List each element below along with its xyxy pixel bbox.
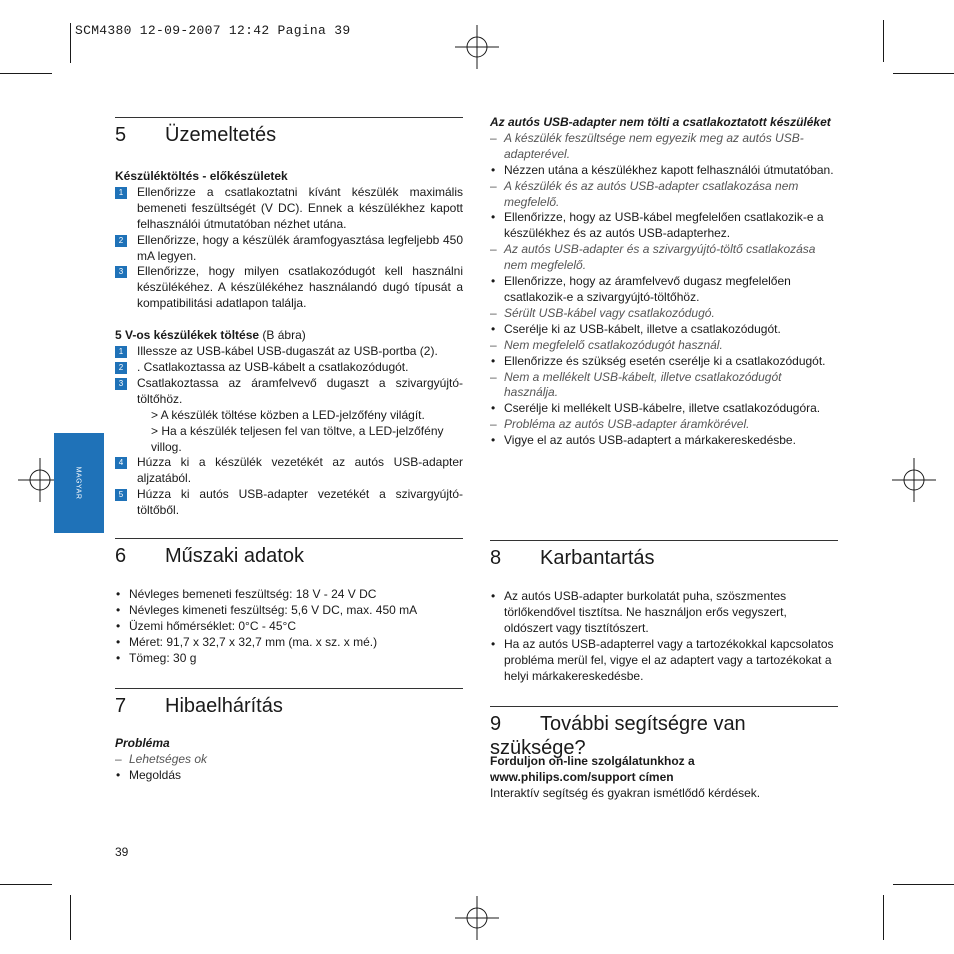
support-line: Forduljon on-line szolgálatunkhoz a (490, 754, 695, 768)
possible-cause: – A készülék és az autós USB-adapter csatlakozása nem megfelelő. (490, 178, 799, 209)
possible-cause-text: Sérült USB-kábel vagy csatlakozódugó. (504, 305, 715, 320)
possible-cause: – Az autós USB-adapter és a szivargyújtó-töltő csatlakozása nem megfelelő. (490, 242, 816, 273)
subsection-title: Készüléktöltés - előkészületek (115, 169, 288, 183)
section-number: 6 (115, 545, 127, 567)
solution-text: Cserélje ki mellékelt USB-kábelre, illetve csatlakozódugóra. (504, 401, 821, 416)
list-item (115, 487, 463, 519)
section-number: 5 (115, 124, 127, 146)
list-item-text: Ellenőrizze a csatlakoztatni kívánt készülék maximális bemeneti feszültségét (V DC). Ennek a készülékhez kapott felhasználói útmutatóban nézhet utána. (137, 184, 463, 231)
troubleshooting-list (490, 131, 838, 449)
step-badge: 1 (115, 187, 127, 199)
possible-cause-text: Nem a mellékelt USB-kábelt, illetve csatlakozódugót használja. (504, 369, 782, 400)
list-item: • Névleges bemeneti feszültség: 18 V - 24 V DC (116, 587, 377, 601)
list-item-text: Az autós USB-adapter burkolatát puha, szöszmentes törlőkendővel tisztítsa. Ne használjon erős vegyszert, oldószert vagy tisztítószert. (504, 589, 787, 635)
section-5-heading (115, 118, 463, 155)
crop-mark (0, 73, 52, 74)
solution: • Cserélje ki az USB-kábelt, illetve a csatlakozódugót. (491, 321, 781, 336)
registration-mark-icon (892, 458, 936, 502)
list-item: • Tömeg: 30 g (116, 650, 197, 665)
crop-mark (893, 73, 954, 74)
solution-text: Ellenőrizze és szükség esetén cserélje ki a csatlakozódugót. (504, 353, 826, 368)
section-9-heading (490, 707, 838, 759)
section-number: 9 (490, 713, 502, 735)
section-title: Karbantartás (540, 547, 655, 569)
legend-cause: – Lehetséges ok (115, 751, 208, 766)
numbered-list (115, 185, 463, 312)
section-title: Üzemeltetés (165, 124, 277, 146)
legend-problem: Probléma (115, 736, 170, 750)
legend-solution-text: Megoldás (129, 767, 182, 782)
solution-text: Vigye el az autós USB-adaptert a márkakereskedésbe. (504, 433, 796, 448)
section-number: 8 (490, 547, 502, 569)
list-item-text: Húzza ki a készülék vezetékét az autós USB-adapter aljzatából. (137, 455, 463, 486)
list-item-text: Névleges kimeneti feszültség: 5,6 V DC, max. 450 mA (129, 602, 418, 617)
list-item (115, 360, 463, 376)
step-badge: 1 (115, 346, 127, 358)
section-9 (490, 706, 838, 802)
section-title: Műszaki adatok (165, 545, 304, 567)
list-item (115, 233, 463, 265)
step-badge: 5 (115, 489, 127, 501)
list-item (115, 185, 463, 233)
list-item-text: Üzemi hőmérséklet: 0°C - 45°C (129, 618, 296, 633)
step-badge: 4 (115, 457, 127, 469)
list-item (115, 455, 463, 487)
list-item: • Méret: 91,7 x 32,7 x 32,7 mm (ma. x sz. x mé.) (116, 634, 378, 649)
section-7 (115, 688, 463, 784)
solution: • Ellenőrizze és szükség esetén cserélje ki a csatlakozódugót. (491, 353, 826, 368)
section-6-heading (115, 539, 463, 576)
section-title: Hibaelhárítás (165, 695, 283, 717)
crop-mark (883, 20, 884, 62)
list-item (115, 344, 463, 360)
crop-mark (70, 895, 71, 940)
section-7-heading (115, 689, 463, 726)
possible-cause-text: Probléma az autós USB-adapter áramkörével. (504, 417, 750, 432)
solution: • Vigye el az autós USB-adaptert a márkakereskedésbe. (491, 433, 796, 448)
step-badge: 2 (115, 362, 127, 374)
solution-text: Ellenőrizze, hogy az áramfelvevő dugasz megfelelően csatlakozik-e a szivargyújtó-töltőhöz. (504, 274, 791, 304)
crop-mark (0, 884, 52, 885)
language-tab-label: MAGYAR (74, 466, 82, 500)
section-5 (115, 117, 463, 519)
possible-cause-text: Az autós USB-adapter és a szivargyújtó-töltő csatlakozása nem megfelelő. (504, 242, 816, 273)
step-badge: 3 (115, 266, 127, 278)
list-item-text: Ellenőrizze, hogy a készülék áramfogyasztása legfeljebb 450 mA legyen. (137, 232, 463, 263)
list-item: • Ha az autós USB-adapterrel vagy a tartozékokkal kapcsolatos probléma merül fel, vigye el az adaptert vagy a tartozékokat a helyi márkakereskedésbe. (491, 636, 834, 683)
subsection-title (115, 328, 463, 344)
solution: • Nézzen utána a készülékhez kapott felhasználói útmutatóban. (491, 162, 834, 177)
solution: • Ellenőrizze, hogy az USB-kábel megfelelően csatlakozik-e a készülékhez és az autós USB-adapterhez. (491, 210, 824, 241)
list-item: • Üzemi hőmérséklet: 0°C - 45°C (116, 618, 296, 633)
list-item-text: Illessze az USB-kábel USB-dugaszát az USB-portba (2). (137, 344, 438, 359)
legend-solution: • Megoldás (116, 767, 182, 782)
possible-cause-text: A készülék feszültsége nem egyezik meg az autós USB-adapterével. (504, 130, 804, 161)
registration-mark-icon (455, 25, 499, 69)
registration-mark-icon (455, 896, 499, 940)
list-item (115, 264, 463, 312)
list-item-text: Ellenőrizze, hogy milyen csatlakozódugót kell használni készülékéhez. A készülékéhez használandó dugó típusát a kompatibilitási adatlapon találja. (137, 264, 463, 311)
list-item: • Névleges kimeneti feszültség: 5,6 V DC, max. 450 mA (116, 602, 418, 617)
problem-title: Az autós USB-adapter nem tölti a csatlakoztatott készüléket (490, 115, 831, 129)
spec-list (115, 587, 463, 667)
solution: • Ellenőrizze, hogy az áramfelvevő dugasz megfelelően csatlakozik-e a szivargyújtó-töltőhöz. (491, 274, 791, 304)
section-6 (115, 538, 463, 667)
list-item-text: Ha az autós USB-adapterrel vagy a tartozékokkal kapcsolatos probléma merül fel, vigye el az adaptert vagy a tartozékokat a helyi márkakereskedésbe. (504, 636, 834, 683)
solution: • Cserélje ki mellékelt USB-kábelre, illetve csatlakozódugóra. (491, 401, 821, 416)
possible-cause: – A készülék feszültsége nem egyezik meg az autós USB-adapterével. (490, 130, 804, 161)
list-item-text: Névleges bemeneti feszültség: 18 V - 24 V DC (129, 587, 377, 601)
step-badge: 2 (115, 235, 127, 247)
subsection-title-bold: 5 V-os készülékek töltése (115, 328, 260, 343)
possible-cause: – Nem a mellékelt USB-kábelt, illetve csatlakozódugót használja. (490, 369, 782, 400)
legend-cause-text: Lehetséges ok (129, 751, 208, 766)
result-note-text: > Ha a készülék teljesen fel van töltve, a LED-jelzőfény villog. (151, 423, 444, 454)
list-item: • Az autós USB-adapter burkolatát puha, szöszmentes törlőkendővel tisztítsa. Ne használjon erős vegyszert, oldószert vagy tisztítószert. (491, 589, 787, 635)
list-item-text: Méret: 91,7 x 32,7 x 32,7 mm (ma. x sz. x mé.) (129, 634, 378, 649)
step-badge: 3 (115, 378, 127, 390)
solution-text: Ellenőrizze, hogy az USB-kábel megfelelően csatlakozik-e a készülékhez és az autós USB-adapterhez. (504, 210, 824, 241)
possible-cause: – Sérült USB-kábel vagy csatlakozódugó. (490, 305, 715, 320)
left-column (115, 117, 463, 519)
solution-text: Cserélje ki az USB-kábelt, illetve a csatlakozódugót. (504, 321, 781, 336)
possible-cause-text: Nem megfelelő csatlakozódugót használ. (504, 337, 723, 352)
crop-mark (70, 23, 71, 63)
solution-text: Nézzen utána a készülékhez kapott felhasználói útmutatóban. (504, 162, 834, 177)
support-description: Interaktív segítség és gyakran ismétlődő kérdések. (490, 785, 761, 800)
section-8-heading (490, 541, 838, 578)
subsection-title-note: (B ábra) (259, 328, 306, 343)
crop-mark (893, 884, 954, 885)
section-number: 7 (115, 695, 127, 717)
support-url: www.philips.com/support címen (490, 769, 674, 784)
section-8 (490, 540, 838, 684)
possible-cause: – Probléma az autós USB-adapter áramkörével. (490, 417, 750, 432)
numbered-list (115, 344, 463, 519)
possible-cause-text: A készülék és az autós USB-adapter csatlakozása nem megfelelő. (504, 178, 799, 209)
result-note (115, 408, 463, 424)
list-item-text: Csatlakoztassa az áramfelvevő dugaszt a szivargyújtó-töltőhöz. (137, 375, 463, 406)
list-item-text: Tömeg: 30 g (129, 650, 197, 665)
result-note (115, 424, 463, 456)
list-item-text: . Csatlakoztassa az USB-kábelt a csatlakozódugót. (137, 359, 409, 374)
print-header: SCM4380 12-09-2007 12:42 Pagina 39 (75, 23, 351, 38)
crop-mark (883, 895, 884, 940)
language-tab (54, 433, 104, 533)
section-title: További segítségre van szüksége? (490, 713, 746, 759)
possible-cause: – Nem megfelelő csatlakozódugót használ. (490, 337, 723, 352)
list-item-text: Húzza ki autós USB-adapter vezetékét a szivargyújtó-töltőből. (137, 487, 463, 518)
result-note-text: > A készülék töltése közben a LED-jelzőfény világít. (151, 407, 425, 422)
page-number: 39 (115, 845, 129, 859)
troubleshooting-block (490, 115, 838, 449)
list-item (115, 376, 463, 408)
